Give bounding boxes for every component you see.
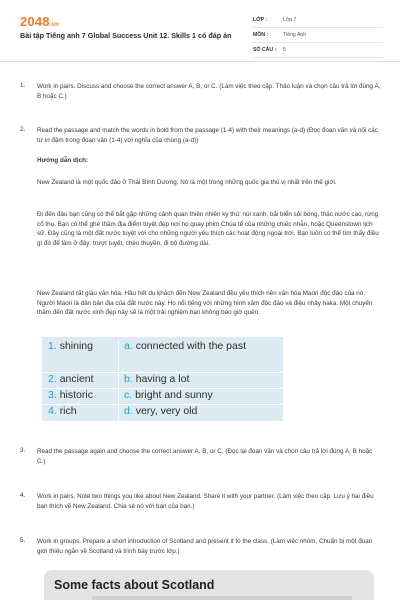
question-text: Work in pairs. Discuss and choose the correct answer A, B, or C. (Làm việc theo cặp. Thảo luận và chọn câu trả lời đúng A, B hoặc C.) — [37, 83, 381, 100]
meaning-text: very, very old — [135, 405, 198, 417]
logo-text: 2048 — [20, 14, 50, 29]
table-row — [42, 340, 283, 371]
table-row — [42, 404, 283, 420]
table-cell-word — [42, 340, 118, 371]
site-logo[interactable] — [20, 14, 59, 29]
scotland-facts-title: Some facts about Scotland — [54, 578, 215, 592]
document-meta — [253, 13, 383, 58]
word-text: historic — [59, 389, 93, 401]
table-cell-meaning — [118, 405, 283, 420]
table-cell-word — [42, 389, 118, 404]
meaning-letter: b. — [124, 373, 133, 385]
question-text: Work in pairs. Note two things you like about New Zealand. Share it with your partner. (Làm việc theo cặp. Lưu ý hai điều bạn thích về New Zealand. Chia sẻ nó với bạn của bạn.) — [37, 493, 374, 510]
question-number: 4. — [20, 492, 26, 499]
meta-label: LỚP : — [253, 17, 268, 23]
word-number: 1. — [48, 340, 57, 352]
translation-paragraph-1: New Zealand là một quốc đảo ở Thái Bình Dương. Nó là một trong những quốc gia thú vị nhất trên thế giới. — [37, 179, 337, 186]
word-meaning-table-body — [42, 337, 283, 421]
logo-tld: .vn — [49, 22, 60, 28]
table-cell-meaning — [118, 389, 283, 404]
table-cell-word — [42, 373, 118, 388]
meta-row-subject — [253, 28, 383, 43]
word-text: rich — [59, 405, 77, 417]
meaning-letter: d. — [124, 405, 133, 417]
table-row — [42, 388, 283, 404]
word-text: ancient — [59, 373, 94, 385]
table-cell-meaning — [118, 340, 283, 371]
question-number: 2. — [20, 126, 26, 133]
question-text: Read the passage and match the words in bold from the passage (1-4) with their meanings (a-d) (Đọc đoạn văn và nối các từ in đậm trong đoạn văn (1-4) với nghĩa của chúng (a-d)) — [37, 127, 378, 144]
translation-heading: Hướng dẫn dịch: — [37, 157, 89, 164]
question-number: 5. — [20, 537, 26, 544]
translation-paragraph-2: Đi đến đâu bạn cũng có thể bắt gặp những cảnh quan thiên nhiên kỳ thú: núi xanh, bãi biển sỏi bóng, thác nước cao, rừng cổ thụ. Bạn có thể ghé thăm địa điểm tuyệt đẹp nơi họ quay phim Chúa tể của những chiếc nhẫn, hoặc Queenstown lịch sử. Đây cũng là một đất nước tuyệt vời cho những người yêu thích các hoạt động ngoài trời. Bạn luôn có thể tìm thấy điều gì đó để làm ở đây: trượt tuyết, chèo thuyền, đi bộ đường dài. — [37, 211, 379, 247]
meta-value: Lớp 7 — [283, 17, 297, 23]
word-number: 4. — [48, 405, 57, 417]
word-number: 3. — [48, 389, 57, 401]
table-cell-word — [42, 405, 118, 420]
translation-paragraph-3: New Zealand rất giàu văn hóa. Hầu hết du khách đến New Zealand đều yêu thích nền văn hóa Maori độc đáo của nó. Người Maori là dân bản địa của đất nước này. Họ nổi tiếng với những hình xăm độc đáo và điệu nhảy haka. Một chuyến thăm đến đất nước xinh đẹp này sẽ là một trải nghiệm bạn không bao giờ quên. — [37, 290, 373, 317]
meta-label: SỐ CÂU : — [253, 47, 277, 53]
document-header — [0, 0, 400, 62]
word-text: shining — [59, 340, 93, 352]
meta-row-class — [253, 13, 383, 28]
meta-value: Tiếng Anh — [283, 32, 307, 38]
meta-value: 5 — [283, 47, 286, 53]
scotland-facts-box — [44, 570, 374, 600]
document-title: Bài tập Tiếng anh 7 Global Success Unit 12. Skills 1 có đáp án — [20, 31, 232, 40]
question-text: Read the passage again and choose the correct answer A, B, or C. (Đọc lại đoạn văn và chọn câu trả lời đúng A, B hoặc C.) — [37, 448, 373, 465]
meta-label: MÔN : — [253, 32, 269, 38]
question-number: 3. — [20, 447, 26, 454]
meaning-text: having a lot — [135, 373, 190, 385]
question-number: 1. — [20, 82, 26, 89]
meaning-letter: a. — [124, 340, 133, 352]
scotland-facts-cutoff-text — [92, 596, 352, 600]
question-text: Work in groups. Prepare a short introduction of Scotland and present it to the class. (Làm việc nhóm. Chuẩn bị một đoạn giới thiệu ngắn về Scotland và trình bày trước lớp.) — [37, 538, 373, 555]
meaning-letter: c. — [124, 389, 133, 401]
word-number: 2. — [48, 373, 57, 385]
table-cell-meaning — [118, 373, 283, 388]
meaning-text: connected with the past — [135, 340, 247, 352]
meta-row-count — [253, 43, 383, 58]
table-row — [42, 372, 283, 388]
meaning-text: bright and sunny — [135, 389, 213, 401]
